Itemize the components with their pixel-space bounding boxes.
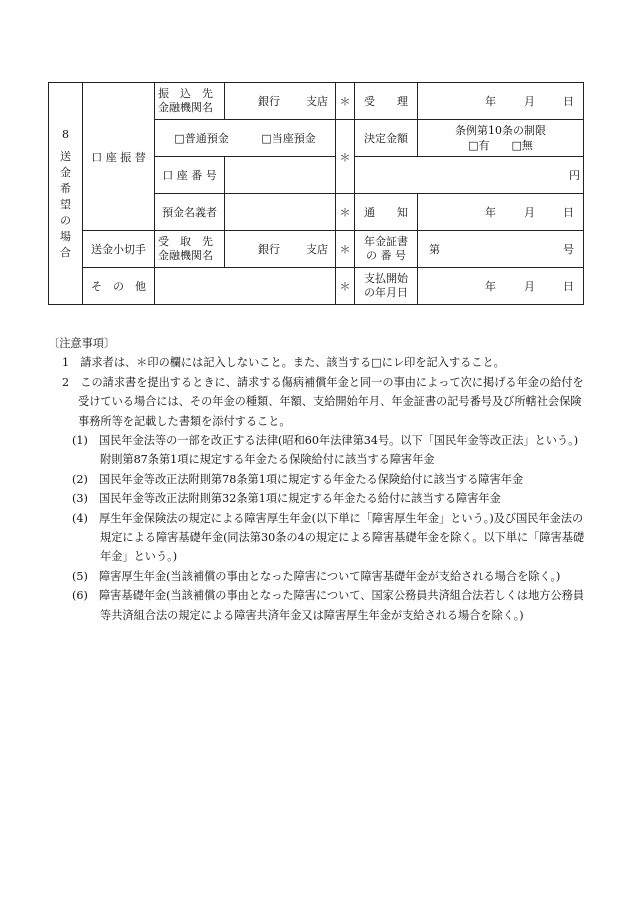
notes-heading: 〔注意事項〕 [48,337,116,350]
section-8-label: 8 送 金 希 望 の 場 合 [49,83,83,305]
star-mark: ＊ [336,194,355,231]
account-number-label: 口 座 番 号 [155,157,225,194]
receive-bank-field[interactable]: 銀行 支店 [225,231,336,268]
limit-no-checkbox[interactable]: □無 [511,139,533,152]
notes-section [48,334,588,625]
star-mark: ＊ [336,268,355,305]
holder-name-label: 預金名義者 [155,194,225,231]
receive-dest-label: 受 取 先 金融機関名 [155,231,225,268]
pay-start-label: 支払開始 の年月日 [355,268,418,305]
note-sub-item: (3) 国民年金等改正法附則第32条第1項に規定する年金たる給付に該当する障害年金 [72,492,501,506]
star-mark: ＊ [336,120,355,194]
limit-yes-checkbox[interactable]: □有 [468,139,490,152]
receipt-label: 受 理 [355,83,418,120]
note-item: 1 請求者は、＊印の欄には記入しないこと。また、該当する□にレ印を記入すること。 [62,356,505,370]
notice-label: 通 知 [355,194,418,231]
note-sub-item: (5) 障害厚生年金(当該補償の事由となった障害について障害基礎年金が支給される場合を除く。) [72,569,561,583]
star-mark: ＊ [336,231,355,268]
pension-cert-label: 年金証書 の 番 号 [355,231,418,268]
other-field[interactable] [155,268,336,305]
amount-field[interactable]: 円 [355,157,584,194]
limit-field: 条例第10条の制限 □有 □無 [418,120,584,157]
current-deposit-checkbox[interactable]: □当座預金 [261,132,316,145]
note-item: 2 この請求書を提出するときに、請求する傷病補償年金と同一の事由によって次に掲げる年金の給付を受けている場合には、その年金の種類、年額、支給開始年月、年金証書の記号番号及び所轄社会保険事務所等を記載した書類を添付すること。 [62,375,584,428]
star-mark: ＊ [336,83,355,120]
ordinary-deposit-checkbox[interactable]: □普通預金 [174,132,229,145]
transfer-dest-label: 振 込 先 金融機関名 [155,83,225,120]
other-label: そ の 他 [83,268,155,305]
pay-start-date-field[interactable]: 年 月 日 [418,268,584,305]
remittance-form-table [48,82,584,305]
notice-date-field[interactable]: 年 月 日 [418,194,584,231]
account-transfer-label: 口 座 振 替 [83,83,155,231]
decided-amount-label: 決定金額 [355,120,418,157]
remittance-check-label: 送金小切手 [83,231,155,268]
account-number-field[interactable] [225,157,336,194]
receipt-date-field[interactable]: 年 月 日 [418,83,584,120]
deposit-type-field[interactable] [155,120,336,157]
note-sub-item: (2) 国民年金等改正法附則第78条第1項に規定する年金たる保険給付に該当する障害年金 [72,472,524,486]
transfer-bank-field[interactable]: 銀行 支店 [225,83,336,120]
note-sub-item: (6) 障害基礎年金(当該補償の事由となった障害について、国家公務員共済組合法若しくは地方公務員等共済組合法の規定による障害共済年金又は障害厚生年金が支給される場合を除く。) [72,589,585,622]
holder-name-field[interactable] [225,194,336,231]
pension-cert-field[interactable]: 第 号 [418,231,584,268]
note-sub-item: (4) 厚生年金保険法の規定による障害厚生年金(以下単に「障害厚生年金」という。)及び国民年金法の規定による障害基礎年金(同法第30条の4の規定による障害基礎年金を除く。以下単に「障害基礎年金」という。) [72,511,585,564]
note-sub-item: (1) 国民年金法等の一部を改正する法律(昭和60年法律第34号。以下「国民年金等改正法」という。)附則第87条第1項に規定する年金たる保険給付に該当する障害年金 [72,434,579,467]
